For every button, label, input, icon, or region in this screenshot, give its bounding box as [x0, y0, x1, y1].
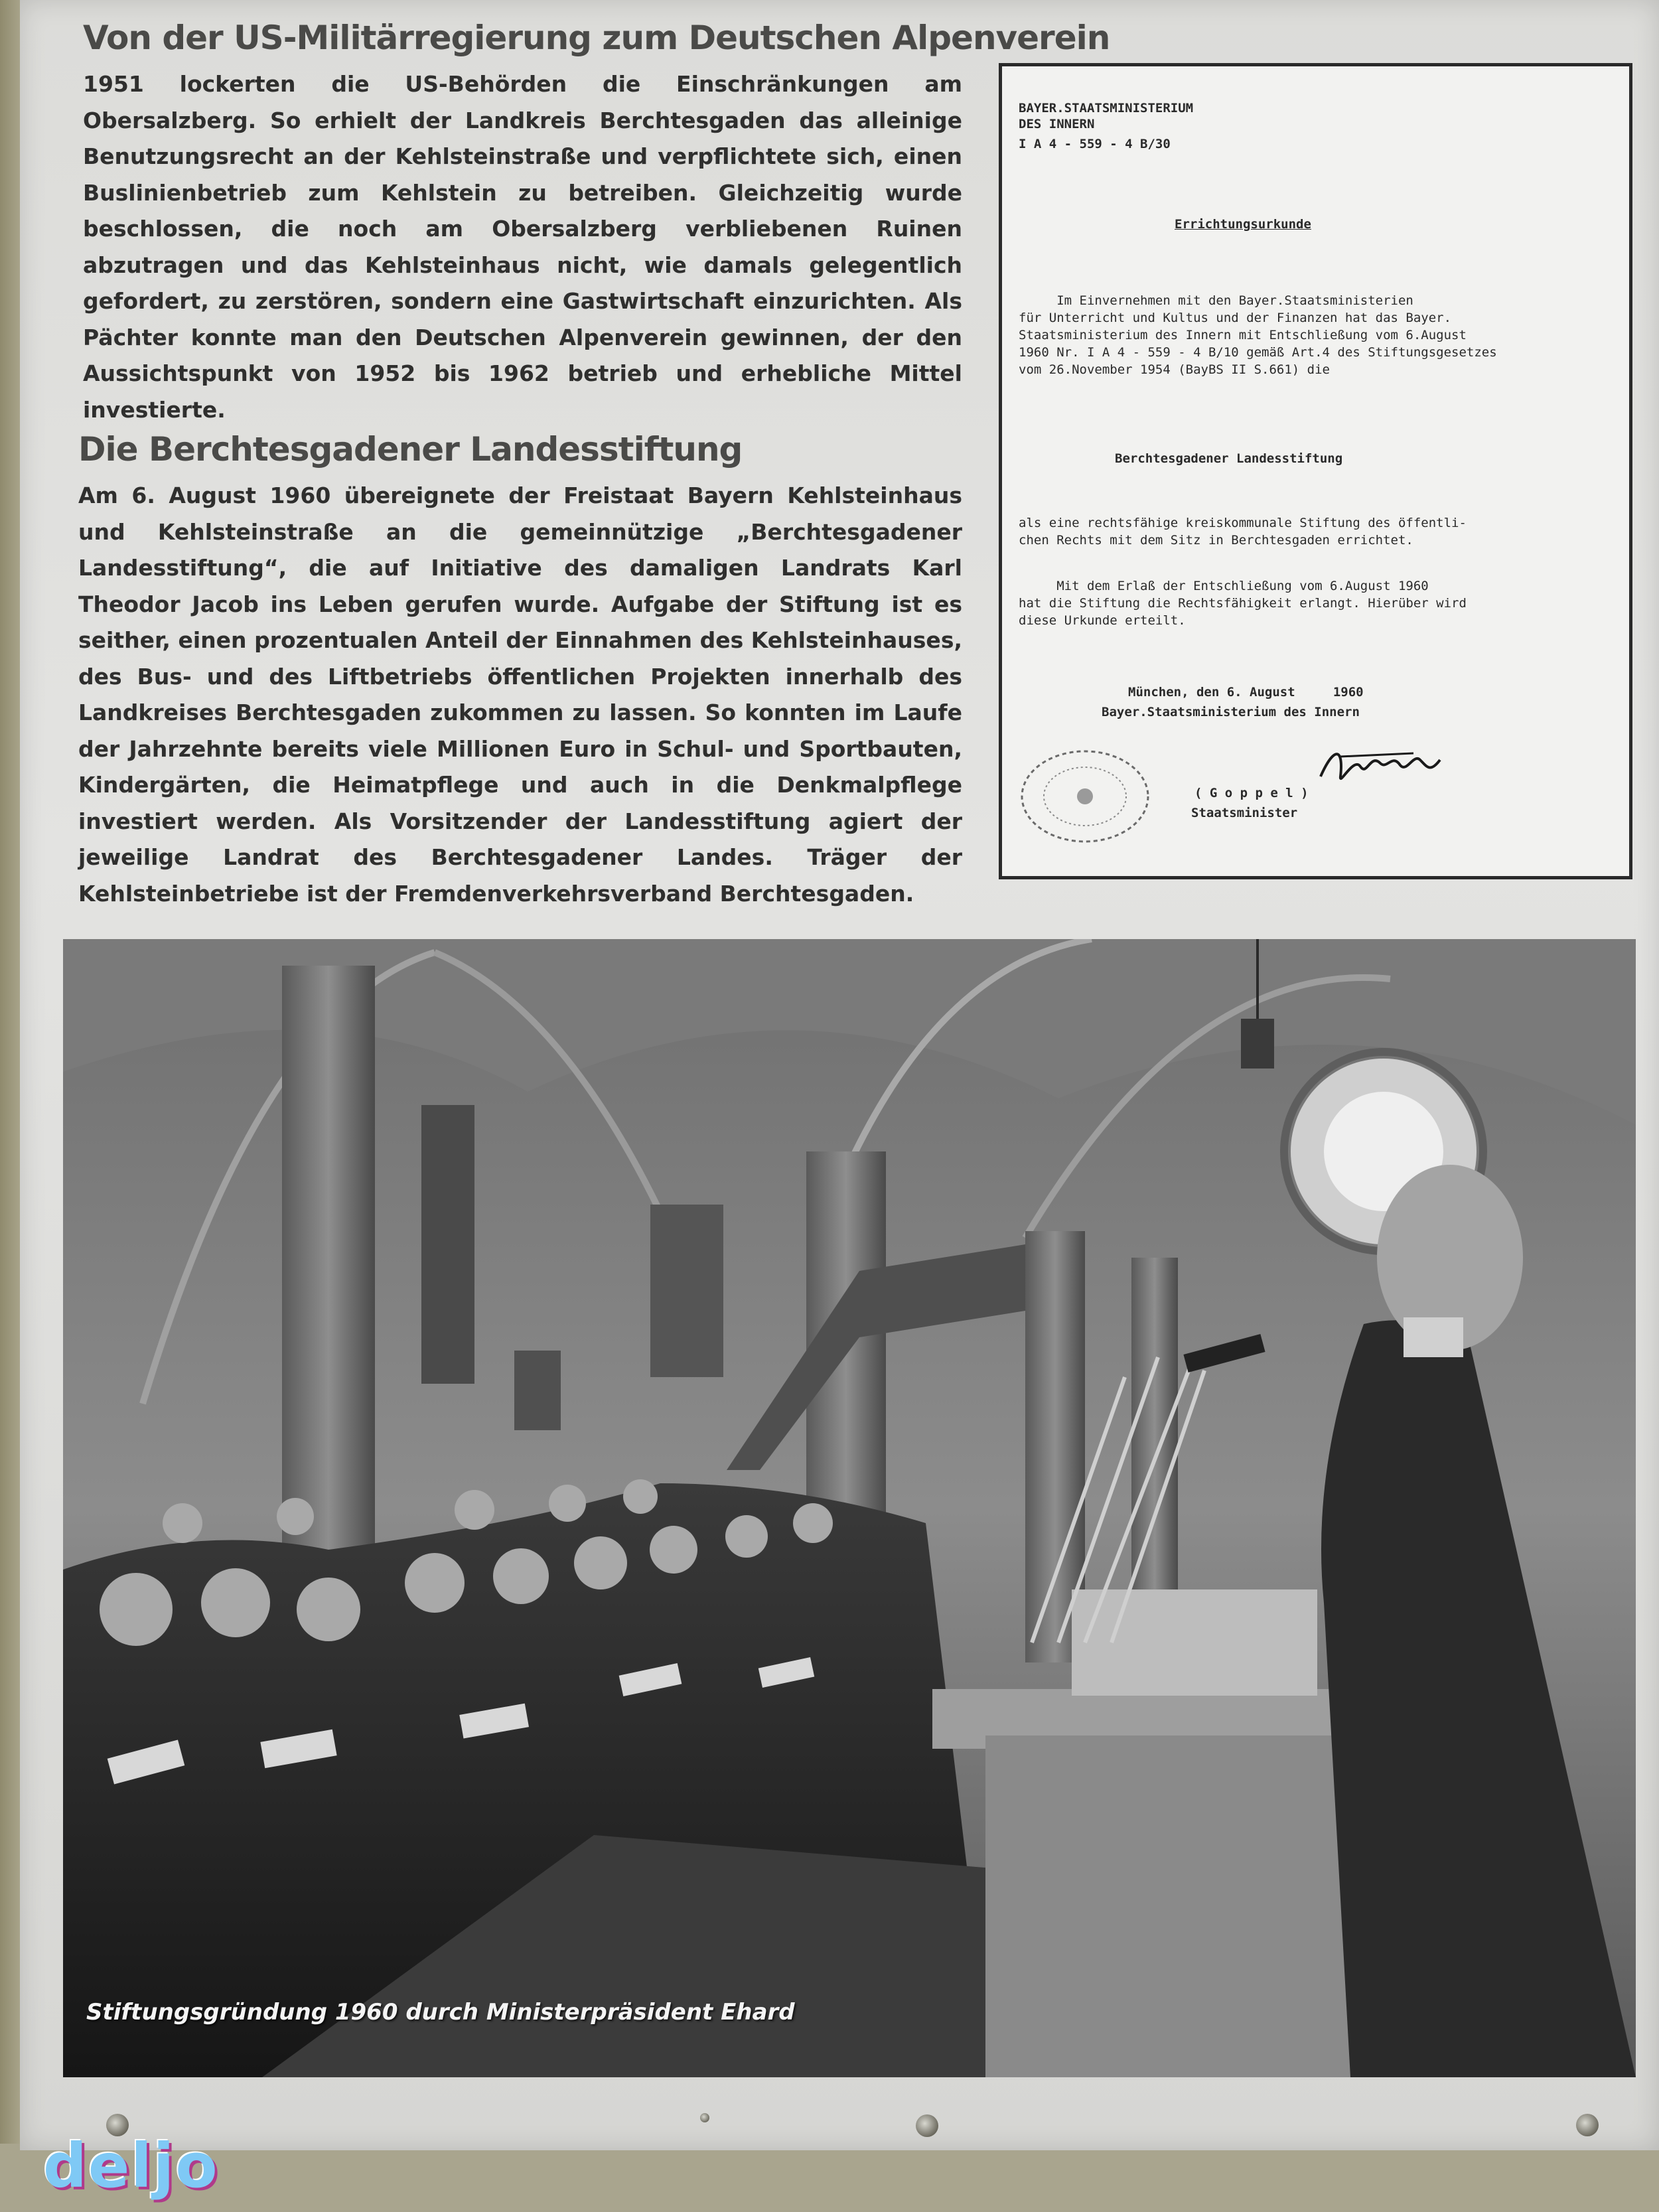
- doc-body-line: 1960 Nr. I A 4 - 559 - 4 B/10 gemäß Art.4 des Stiftungsgesetzes: [1019, 345, 1497, 360]
- doc-signatory-name: ( G o p p e l ): [1194, 786, 1309, 800]
- doc-body-line: Im Einvernehmen mit den Bayer.Staatsministerien: [1019, 293, 1413, 308]
- doc-place-date: München, den 6. August 1960: [1128, 685, 1364, 700]
- doc-body-line: Mit dem Erlaß der Entschließung vom 6.August 1960: [1019, 579, 1429, 593]
- doc-body-line: vom 26.November 1954 (BayBS II S.661) die: [1019, 362, 1330, 377]
- mounting-screw: [1576, 2114, 1599, 2136]
- section-paragraph-us-military: 1951 lockerten die US-Behörden die Einschränkungen am Obersalzberg. So erhielt der Landkreis Berchtesgaden das alleinige Benutzungsrecht an der Kehlsteinstraße und verpflichtete sich, einen Buslinienbetrieb zum Kehlstein zu betreiben. Gleichzeitig wurde beschlossen, die noch am Obersalzberg verbliebenen Ruinen abzutragen und das Kehlsteinhaus nicht, wie damals gelegentlich gefordert, zu zerstören, sondern eine Gastwirtschaft einzurichten. Als Pächter konnte man den Deutschen Alpenverein gewinnen, der den Aussichtspunkt von 1952 bis 1962 betrieb und erhebliche Mittel investierte.: [83, 71, 962, 423]
- doc-body-line: hat die Stiftung die Rechtsfähigkeit erlangt. Hierüber wird: [1019, 596, 1467, 611]
- doc-body-line: diese Urkunde erteilt.: [1019, 613, 1186, 628]
- section-heading-landesstiftung: Die Berchtesgadener Landesstiftung: [78, 430, 743, 469]
- doc-body-line: chen Rechts mit dem Sitz in Berchtesgaden errichtet.: [1019, 533, 1413, 548]
- watermark-logo: deljo: [43, 2130, 219, 2201]
- doc-title: Errichtungsurkunde: [1175, 217, 1311, 232]
- section-heading-us-military: Von der US-Militärregierung zum Deutschen Alpenverein: [83, 19, 1110, 57]
- official-seal: [1019, 747, 1158, 846]
- doc-body-line: für Unterricht und Kultus und der Finanzen hat das Bayer.: [1019, 311, 1452, 325]
- background-wall: [0, 2144, 1659, 2212]
- historic-photo: [63, 939, 1636, 2077]
- doc-header-interior: DES INNERN: [1019, 117, 1095, 131]
- doc-foundation-name: Berchtesgadener Landesstiftung: [1115, 451, 1343, 466]
- founding-document: [999, 63, 1632, 879]
- photo-caption: Stiftungsgründung 1960 durch Ministerpräsident Ehard: [86, 1999, 795, 2026]
- doc-signatory-title: Staatsminister: [1191, 806, 1298, 820]
- doc-header-ministry: BAYER.STAATSMINISTERIUM: [1019, 101, 1194, 115]
- mounting-screw: [916, 2114, 938, 2137]
- doc-body-line: Staatsministerium des Innern mit Entschließung vom 6.August: [1019, 328, 1467, 342]
- doc-reference: I A 4 - 559 - 4 B/30: [1019, 137, 1171, 151]
- mounting-screw: [700, 2113, 709, 2122]
- signature-mark: [1314, 740, 1447, 793]
- photo-scene: [63, 939, 1636, 2077]
- section-paragraph-landesstiftung: Am 6. August 1960 übereignete der Freistaat Bayern Kehlsteinhaus und Kehlsteinstraße an die gemeinnützige „Berchtesgadener Landesstiftung“, die auf Initiative des damaligen Landrats Karl Theodor Jacob ins Leben gerufen wurde. Aufgabe der Stiftung ist es seither, einen prozentualen Anteil der Einnahmen des Kehlsteinhauses, des Bus- und des Liftbetriebs öffentlichen Projekten innerhalb des Landkreises Berchtesgaden zukommen zu lassen. So konnten im Laufe der Jahrzehnte bereits viele Millionen Euro in Schul- und Sportbauten, Kindergärten, die Heimatpflege und auch in die Denkmalpflege investiert werden. Als Vorsitzender der Landesstiftung agiert der jeweilige Landrat des Berchtesgadener Landes. Träger der Kehlsteinbetriebe ist der Fremdenverkehrsverband Berchtesgaden.: [78, 482, 962, 907]
- doc-ministry-signature-line: Bayer.Staatsministerium des Innern: [1102, 705, 1360, 719]
- doc-body-line: als eine rechtsfähige kreiskommunale Stiftung des öffentli-: [1019, 516, 1467, 530]
